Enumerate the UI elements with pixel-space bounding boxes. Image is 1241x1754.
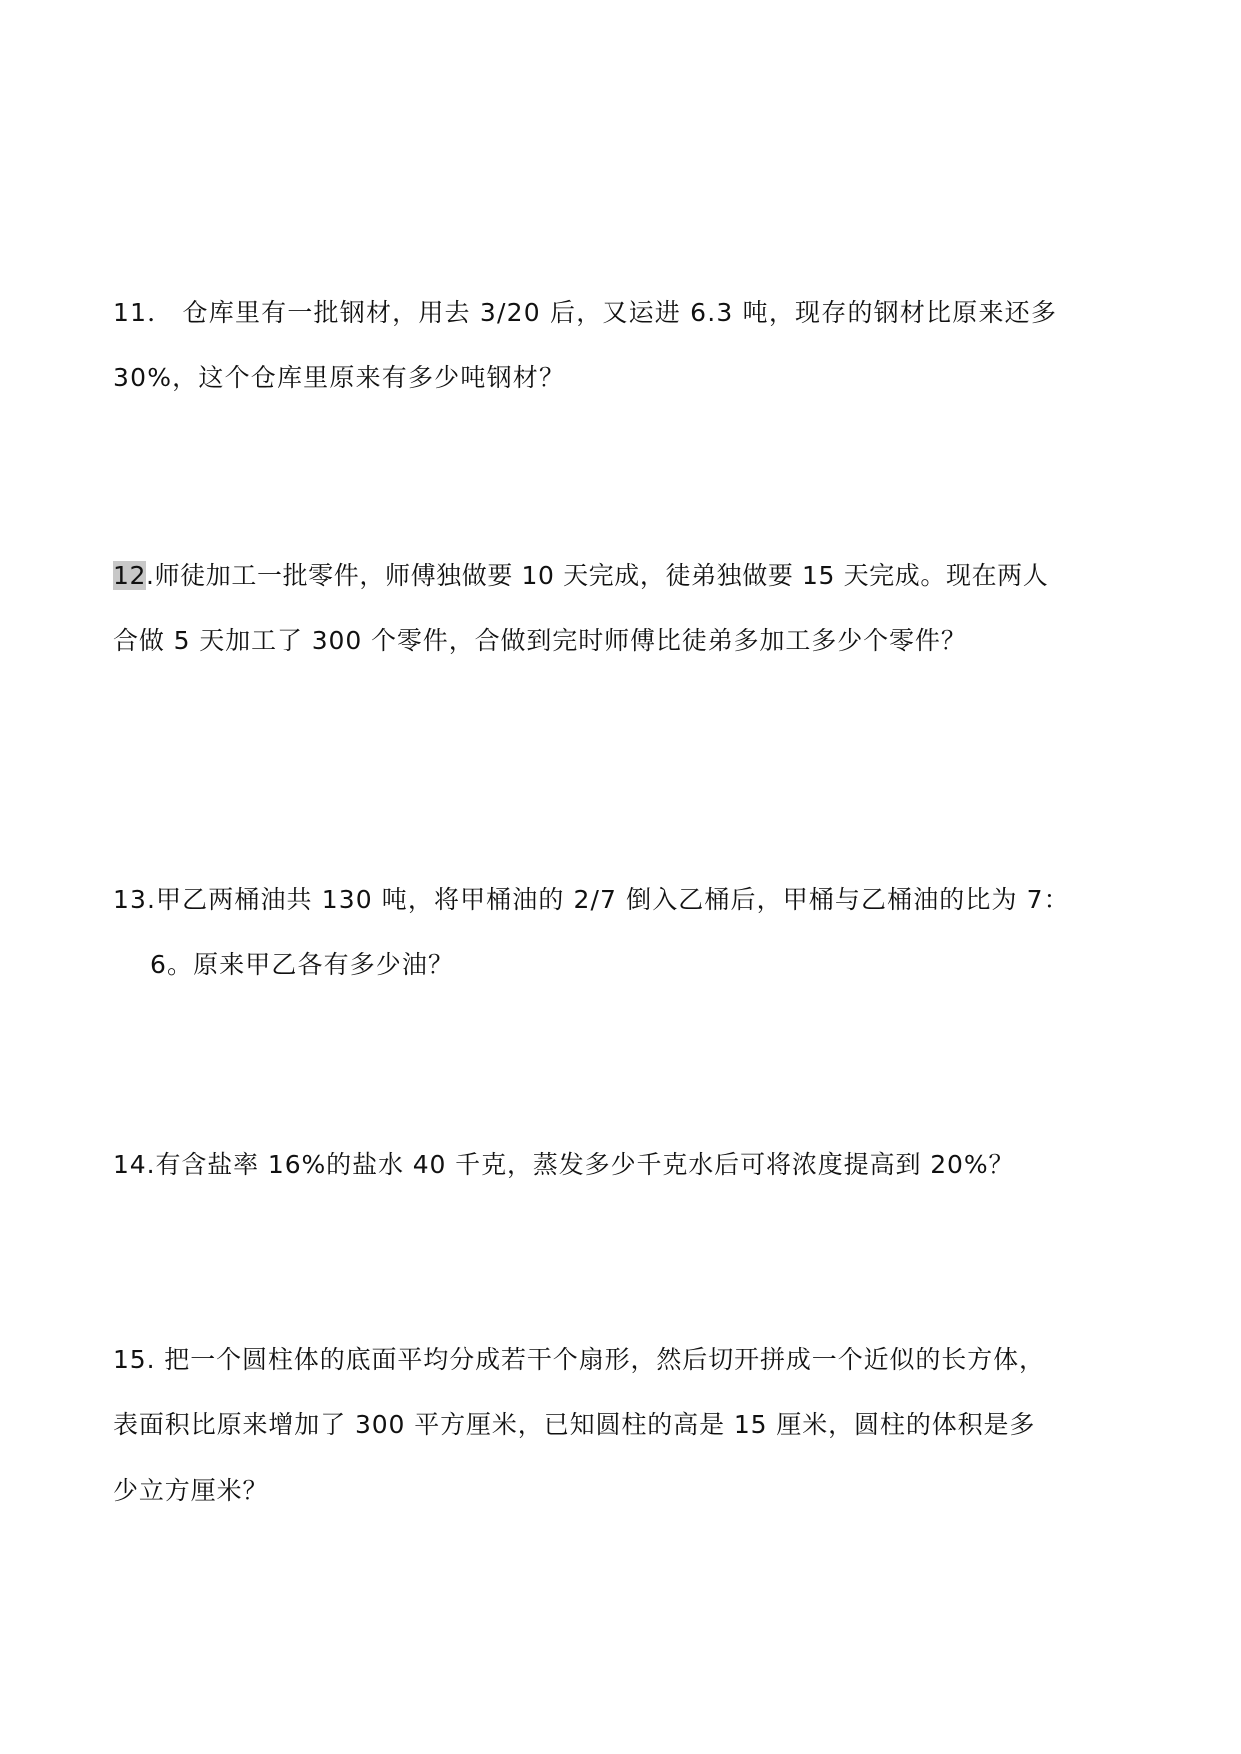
problem-11-line-2: 30%，这个仓库里原来有多少吨钢材？: [113, 363, 566, 392]
problem-13-line-1: 13.甲乙两桶油共 130 吨，将甲桶油的 2/7 倒入乙桶后，甲桶与乙桶油的比为 7：: [113, 885, 1070, 914]
problem-15-line-2: 表面积比原来增加了 300 平方厘米，已知圆柱的高是 15 厘米，圆柱的体积是多: [113, 1410, 1036, 1439]
problem-13-line-2: 6。原来甲乙各有多少油？: [150, 950, 455, 979]
problem-15-line-1: 15. 把一个圆柱体的底面平均分成若干个扇形，然后切开拼成一个近似的长方体，: [113, 1345, 1045, 1374]
problem-12-line-2: 合做 5 天加工了 300 个零件，合做到完时师傅比徒弟多加工多少个零件？: [113, 626, 967, 655]
problem-15-line-3: 少立方厘米？: [113, 1476, 269, 1505]
problem-11-line-1: 11． 仓库里有一批钢材，用去 3/20 后，又运进 6.3 吨，现存的钢材比原来还多: [113, 298, 1058, 327]
problem-12-number-highlight: 12: [113, 561, 147, 590]
problem-12-line-1: [113, 559, 1048, 593]
problem-14-line-1: 14.有含盐率 16%的盐水 40 千克，蒸发多少千克水后可将浓度提高到 20%？: [113, 1150, 1015, 1179]
problem-12-line-1-text: .师徒加工一批零件，师傅独做要 10 天完成，徒弟独做要 15 天完成。现在两人: [146, 561, 1049, 590]
